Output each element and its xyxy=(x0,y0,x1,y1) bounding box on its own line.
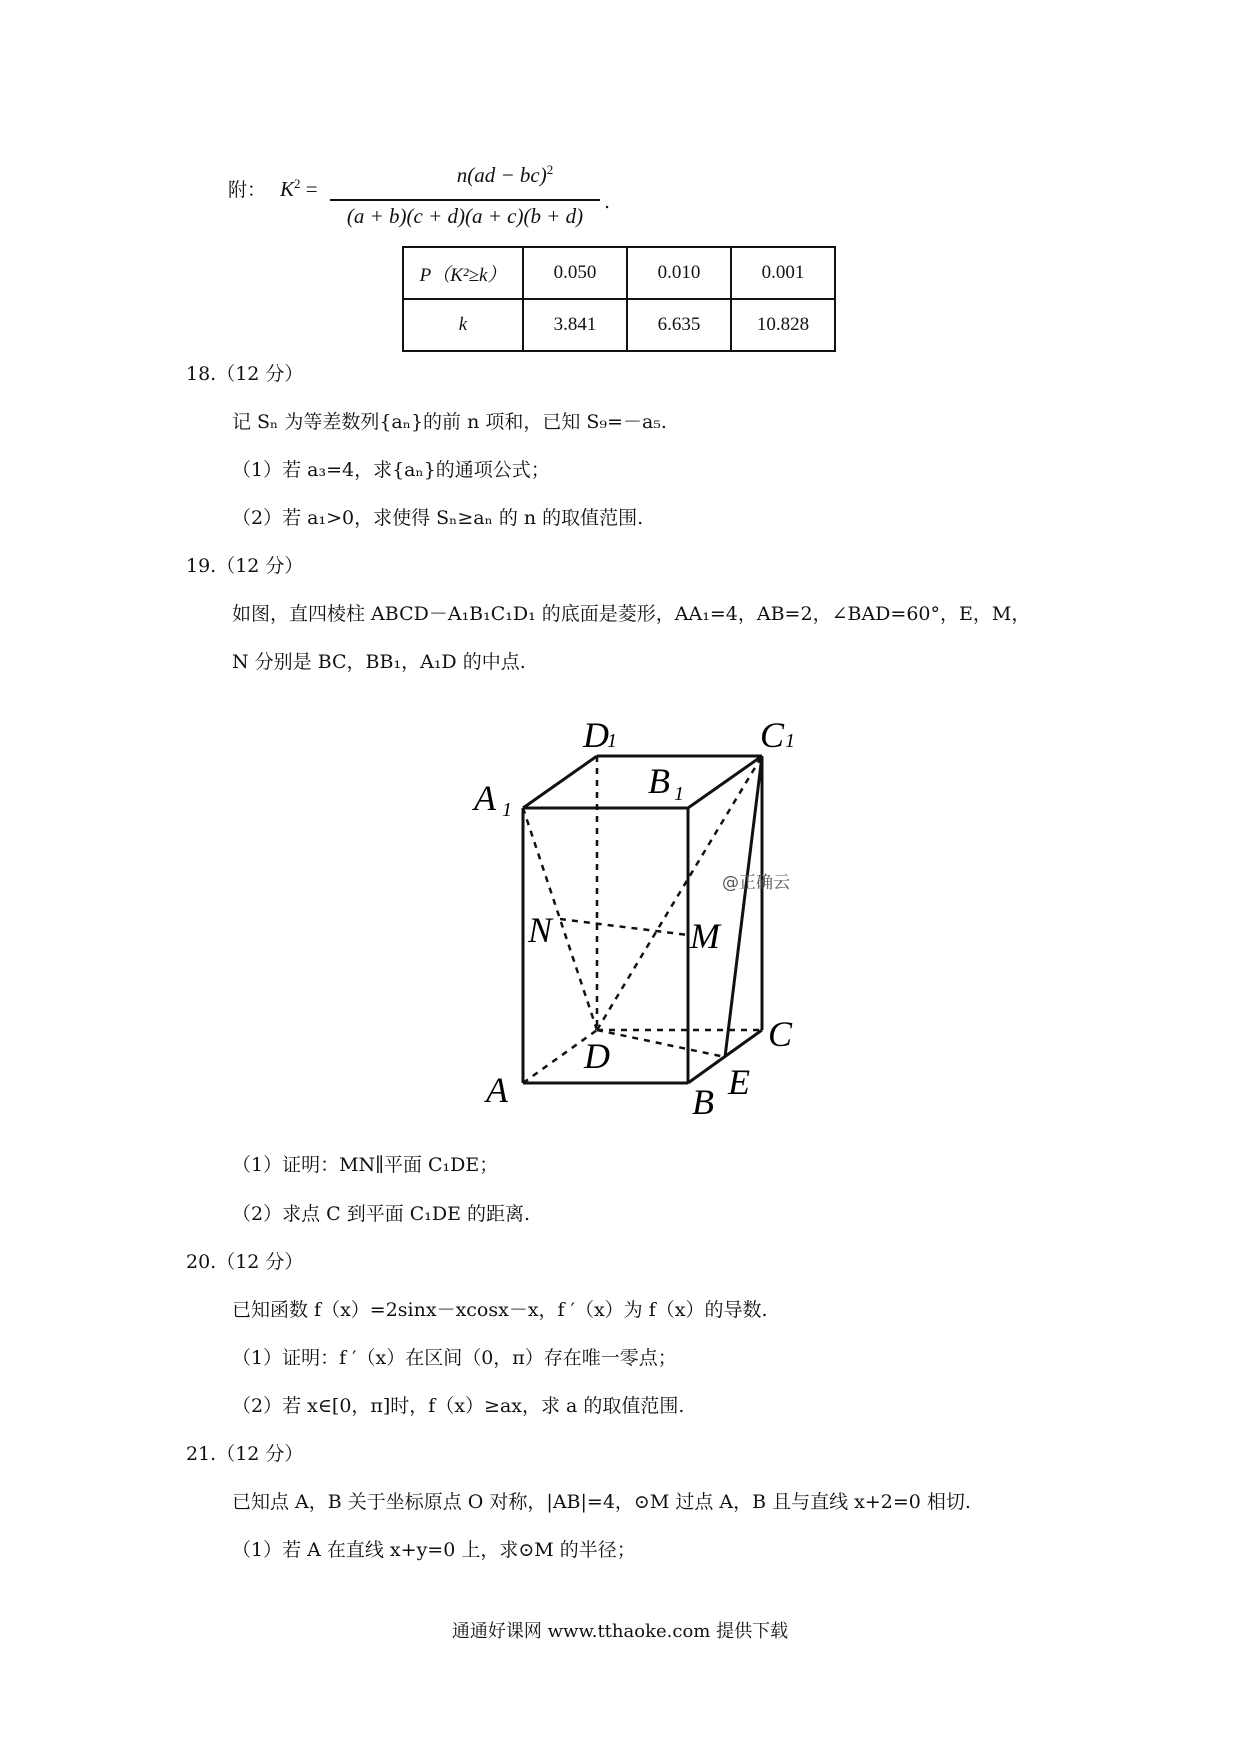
label-d1: D xyxy=(583,715,609,755)
q18-part1: （1）若 a₃=4，求{aₙ}的通项公式； xyxy=(232,459,550,481)
label-a1-sub: 1 xyxy=(502,799,512,821)
formula-numerator xyxy=(400,162,610,188)
label-d: D xyxy=(584,1036,610,1076)
fraction-bar xyxy=(330,199,600,201)
q19-stem-line1: 如图，直四棱柱 ABCD－A₁B₁C₁D₁ 的底面是菱形，AA₁=4，AB=2，∠BAD=60°，E，M， xyxy=(232,603,1031,625)
q20-stem: 已知函数 f（x）=2sinx－xcosx－x，f ′（x）为 f（x）的导数. xyxy=(232,1299,768,1321)
formula-period: . xyxy=(604,191,611,213)
table-header-cell: 0.001 xyxy=(731,247,835,299)
table-cell: 6.635 xyxy=(627,299,731,351)
formula-numerator-text: n(ad − bc) xyxy=(456,163,547,187)
formula-lhs xyxy=(280,176,318,202)
q21-stem: 已知点 A，B 关于坐标原点 O 对称，|AB|=4，⊙M 过点 A，B 且与直线 x+2=0 相切. xyxy=(232,1491,971,1513)
label-n: N xyxy=(528,910,553,950)
q19-part1: （1）证明：MN∥平面 C₁DE； xyxy=(232,1154,499,1176)
table-header-cell: P（K²≥k） xyxy=(403,247,523,299)
q19-number: 19.（12 分） xyxy=(186,555,304,577)
segment-n-m xyxy=(560,919,688,935)
q20-part1: （1）证明：f ′（x）在区间（0，π）存在唯一零点； xyxy=(232,1347,677,1369)
table-cell: 10.828 xyxy=(731,299,835,351)
prism-figure xyxy=(460,700,820,1130)
label-c: C xyxy=(768,1014,793,1054)
label-a1: A xyxy=(474,778,496,818)
label-e: E xyxy=(728,1062,750,1102)
label-c1: C xyxy=(760,715,785,755)
table-row xyxy=(403,247,835,299)
q20-part2: （2）若 x∈[0，π]时，f（x）≥ax，求 a 的取值范围. xyxy=(232,1395,685,1417)
formula-lhs-exp: 2 xyxy=(294,176,301,191)
q18-part2: （2）若 a₁>0，求使得 Sₙ≥aₙ 的 n 的取值范围. xyxy=(232,507,644,529)
q18-stem: 记 Sₙ 为等差数列{aₙ}的前 n 项和，已知 S₉=－a₅. xyxy=(232,411,667,433)
table-header-cell: 0.010 xyxy=(627,247,731,299)
q21-part1: （1）若 A 在直线 x+y=0 上，求⊙M 的半径； xyxy=(232,1539,636,1561)
edge-a1-d1 xyxy=(523,756,597,808)
watermark: @正确云 xyxy=(722,873,790,893)
table-header-cell: 0.050 xyxy=(523,247,627,299)
segment-d-e xyxy=(597,1030,725,1057)
segment-c1-e xyxy=(725,756,762,1057)
edge-b1-c1 xyxy=(688,756,762,808)
q18-number: 18.（12 分） xyxy=(186,363,304,385)
formula-denominator: (a + b)(c + d)(a + c)(b + d) xyxy=(346,204,584,228)
formula-numerator-exp: 2 xyxy=(546,162,554,177)
q21-number: 21.（12 分） xyxy=(186,1443,304,1465)
prism-hidden-edges xyxy=(523,756,762,1083)
label-m: M xyxy=(690,916,720,956)
page-footer: 通通好课网 www.tthaoke.com 提供下载 xyxy=(451,1621,789,1642)
prism-solid-edges xyxy=(523,756,762,1083)
label-b1-sub: 1 xyxy=(674,783,684,805)
label-b: B xyxy=(692,1082,714,1122)
q20-number: 20.（12 分） xyxy=(186,1251,304,1273)
table-cell: k xyxy=(403,299,523,351)
label-c1-sub: 1 xyxy=(785,730,795,752)
label-a: A xyxy=(486,1070,508,1110)
table-row xyxy=(403,299,835,351)
q19-stem-line2: N 分别是 BC，BB₁，A₁D 的中点. xyxy=(232,651,526,673)
q19-part2: （2）求点 C 到平面 C₁DE 的距离. xyxy=(232,1203,531,1225)
label-b1: B xyxy=(648,761,670,801)
appendix-prefix: 附： xyxy=(228,179,267,201)
formula-lhs-k: K xyxy=(280,177,295,201)
critical-value-table xyxy=(402,246,836,352)
label-d1-sub: 1 xyxy=(607,730,617,752)
table-cell: 3.841 xyxy=(523,299,627,351)
formula-equals: = xyxy=(305,177,318,201)
